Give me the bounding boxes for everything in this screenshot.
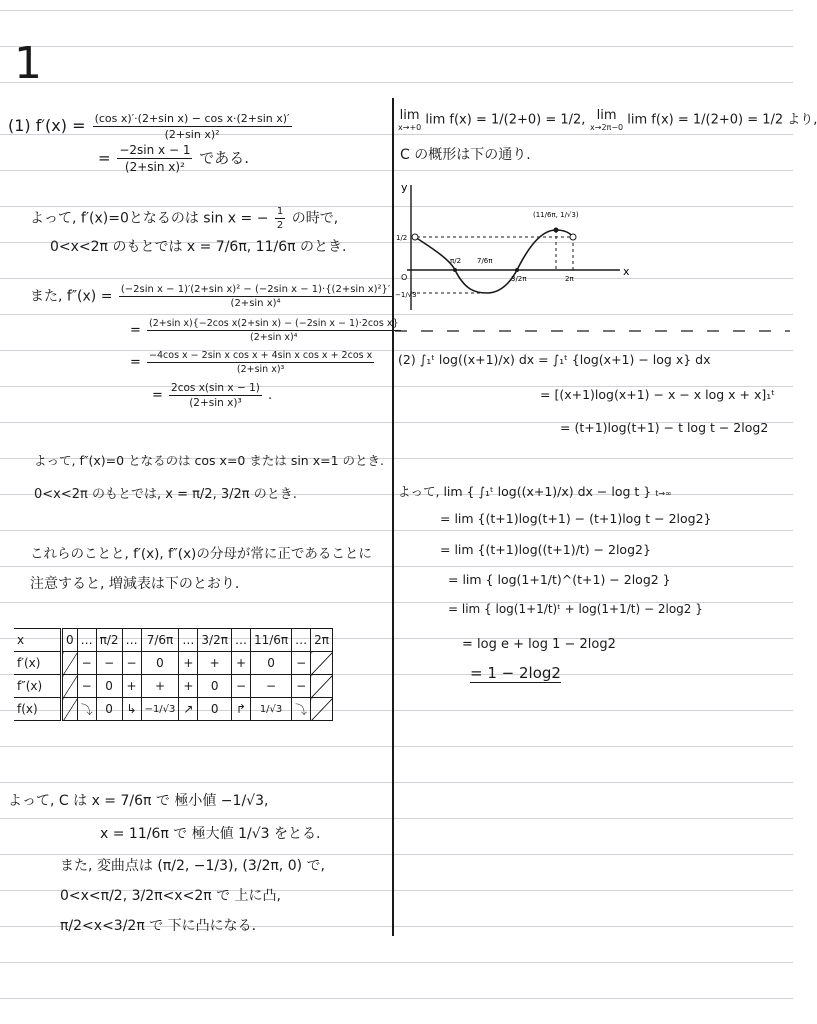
origin-label: O bbox=[401, 273, 408, 282]
half-den: 2 bbox=[276, 220, 284, 231]
f2c-den: (2+sin x)³ bbox=[189, 397, 242, 409]
inflection-point-2 bbox=[515, 268, 519, 272]
table-cell: 0 bbox=[96, 698, 122, 721]
fprime-numerator: (cos x)′·(2+sin x) − cos x·(2+sin x)′ bbox=[94, 112, 290, 125]
table-row-fprime bbox=[14, 652, 333, 675]
x-3-label: 3/2π bbox=[511, 275, 527, 283]
q2-line-5: = lim {(t+1)log(t+1) − (t+1)log t − 2log2} bbox=[440, 511, 712, 526]
table-header-cell: 0 bbox=[62, 629, 78, 652]
table-header-cell: … bbox=[77, 629, 96, 652]
f2-numerator: (−2sin x − 1)′(2+sin x)² − (−2sin x − 1)·{(2+sin x)²}′ bbox=[120, 284, 391, 295]
table-header-cell: π/2 bbox=[96, 629, 122, 652]
fprime-lhs: f′(x) = bbox=[35, 116, 86, 135]
f2-fraction bbox=[119, 284, 392, 309]
critical-text: よって, f′(x)=0となるのは sin x = − bbox=[30, 210, 269, 227]
conclusion-line-3: また, 変曲点は (π/2, −1/3), (3/2π, 0) で, bbox=[60, 858, 325, 874]
note-line-2: 注意すると, 増減表は下のとおり. bbox=[30, 576, 240, 592]
table-cell: ↳ bbox=[122, 698, 141, 721]
fprime2-numerator: −2sin x − 1 bbox=[119, 143, 191, 157]
table-header-cell: x bbox=[14, 629, 62, 652]
y-half-label: 1/2 bbox=[396, 234, 408, 242]
q1-number: (1) bbox=[8, 116, 31, 135]
f2-denominator: (2+sin x)⁴ bbox=[230, 298, 281, 309]
table-cell bbox=[62, 652, 78, 675]
q2-limit-start: よって, lim { ∫₁ᵗ log((x+1)/x) dx − log t } bbox=[398, 484, 652, 499]
fprime-simplified bbox=[98, 143, 249, 174]
table-cell: 0 bbox=[198, 675, 232, 698]
table-cell: − bbox=[77, 652, 96, 675]
table-header-row bbox=[14, 629, 333, 652]
table-row-f bbox=[14, 698, 333, 721]
q2-final-answer: = 1 − 2log2 bbox=[470, 664, 561, 682]
lim1-subscript: x→+0 bbox=[398, 123, 422, 132]
table-cell: −1/√3 bbox=[141, 698, 179, 721]
table-cell bbox=[311, 698, 333, 721]
conclusion-line-2: x = 11/6π で 極大値 1/√3 をとる. bbox=[100, 826, 321, 842]
second-derivative-line bbox=[30, 284, 394, 309]
table-cell: 0 bbox=[141, 652, 179, 675]
inflection-line-1: よって, f″(x)=0 となるのは cos x=0 または sin x=1 のとき. bbox=[34, 453, 384, 468]
q2-line-1 bbox=[398, 352, 710, 367]
y-label: y bbox=[401, 181, 408, 194]
fprime-denominator: (2+sin x)² bbox=[164, 128, 220, 141]
table-cell bbox=[311, 652, 333, 675]
table-cell: − bbox=[292, 675, 311, 698]
dearu-text: である. bbox=[199, 149, 250, 167]
q2-integral: ∫₁ᵗ log((x+1)/x) dx = ∫₁ᵗ {log(x+1) − log x} dx bbox=[419, 352, 711, 367]
lim2-subscript: x→2π−0 bbox=[590, 123, 624, 132]
table-cell bbox=[311, 675, 333, 698]
limit-1: lim f(x) = 1/(2+0) = 1/2, bbox=[425, 112, 586, 128]
f2a-den: (2+sin x)⁴ bbox=[250, 332, 298, 343]
f2b-num: −4cos x − 2sin x cos x + 4sin x cos x + 2cos x bbox=[149, 350, 373, 361]
equals: = bbox=[98, 149, 111, 167]
q2-line-7: = lim { log(1+1/t)^(t+1) − 2log2 } bbox=[448, 572, 671, 587]
table-cell: ⤵ bbox=[292, 698, 311, 721]
q2-line-6: = lim {(t+1)log((t+1)/t) − 2log2} bbox=[440, 542, 651, 557]
limit-line: lim x→+0 lim f(x) = 1/(2+0) = 1/2, bbox=[398, 108, 586, 132]
q2-line-8: = lim { log(1+1/t)ᵗ + log(1+1/t) − 2log2 } bbox=[448, 602, 703, 616]
table-cell: − bbox=[231, 675, 250, 698]
table-cell: 0 bbox=[250, 652, 291, 675]
q2-line-3: = (t+1)log(t+1) − t log t − 2log2 bbox=[560, 420, 769, 435]
f2-step-b: = $\frac{\text{−4cos x − 2sin x cos x + 4sin x cos x + 2cos x}}{\text{(2+sin x)³}}$ bbox=[130, 350, 373, 375]
table-cell: ↗ bbox=[179, 698, 198, 721]
half-fraction bbox=[275, 206, 285, 231]
f2-step-a: = $\frac{\text{(2+sin x)\{−2cos x(2+sin x) − (−2sin x − 1)·2cos x\}}}{\text{(2+sin x)⁴}}$ bbox=[130, 318, 399, 343]
table-cell: + bbox=[179, 652, 198, 675]
conclusion-line-5: π/2<x<3/2π で 下に凸になる. bbox=[60, 918, 257, 934]
limit-line-2: lim x→2π−0 lim f(x) = 1/(2+0) = 1/2 より, bbox=[590, 108, 817, 132]
table-header-cell: 7/6π bbox=[141, 629, 179, 652]
table-header-cell: … bbox=[122, 629, 141, 652]
fprime-fraction bbox=[93, 112, 292, 141]
table-row-fdoubleprime bbox=[14, 675, 333, 698]
critical-line-2: 0<x<2π のもとでは x = 7/6π, 11/6π のとき. bbox=[50, 239, 347, 255]
table-cell: 1/√3 bbox=[250, 698, 291, 721]
y-neg-label: −1/√3 bbox=[395, 291, 417, 299]
open-point-start bbox=[412, 234, 418, 240]
table-cell: + bbox=[141, 675, 179, 698]
table-cell: ↱ bbox=[231, 698, 250, 721]
table-header-cell: … bbox=[231, 629, 250, 652]
separator-dashes bbox=[395, 325, 790, 337]
table-header-cell: … bbox=[292, 629, 311, 652]
critical-tail: の時で, bbox=[291, 210, 339, 227]
q2-line-2: = [(x+1)log(x+1) − x − x log x + x]₁ᵗ bbox=[540, 387, 775, 402]
column-divider bbox=[392, 98, 394, 936]
critical-line-1 bbox=[30, 206, 338, 231]
function-graph bbox=[395, 175, 635, 315]
fprime2-denominator: (2+sin x)² bbox=[124, 160, 185, 174]
f2-step-c: = $\frac{\text{2cos x(sin x − 1)}}{\text{(2+sin x)³}}$ . bbox=[152, 382, 273, 409]
q2-line-4 bbox=[398, 482, 672, 500]
table-header-cell: … bbox=[179, 629, 198, 652]
q2-label: (2) bbox=[398, 352, 416, 367]
q2-line-9: = log e + log 1 − 2log2 bbox=[462, 637, 616, 652]
table-cell: + bbox=[122, 675, 141, 698]
q1-label bbox=[8, 112, 294, 141]
table-cell: − bbox=[292, 652, 311, 675]
max-point bbox=[554, 228, 559, 233]
table-cell bbox=[62, 675, 78, 698]
table-cell: 0 bbox=[198, 698, 232, 721]
increase-decrease-table-wrap bbox=[14, 628, 333, 721]
table-header-cell: 3/2π bbox=[198, 629, 232, 652]
x-7-label: 7/6π bbox=[477, 257, 493, 265]
x-pi2-label: π/2 bbox=[450, 257, 462, 265]
x-2pi-label: 2π bbox=[565, 275, 574, 283]
open-point-end bbox=[570, 234, 576, 240]
graph-caption: C の概形は下の通り. bbox=[400, 147, 531, 163]
table-cell: + bbox=[231, 652, 250, 675]
mata-text: また, f″(x) = bbox=[30, 288, 113, 305]
fprime2-fraction bbox=[117, 143, 192, 174]
f2a-num: (2+sin x){−2cos x(2+sin x) − (−2sin x − 1)·2cos x} bbox=[149, 318, 399, 329]
f2b-den: (2+sin x)³ bbox=[236, 364, 285, 375]
q2-answer bbox=[470, 664, 561, 682]
x-label: x bbox=[623, 265, 630, 278]
table-cell: 0 bbox=[96, 675, 122, 698]
max-point-label: (11/6π, 1/√3) bbox=[533, 211, 579, 219]
table-header-cell: 11/6π bbox=[250, 629, 291, 652]
table-header-cell: 2π bbox=[311, 629, 333, 652]
conclusion-line-1: よって, C は x = 7/6π で 極小値 −1/√3, bbox=[8, 793, 269, 809]
table-cell: + bbox=[179, 675, 198, 698]
half-num: 1 bbox=[276, 206, 284, 217]
inflection-line-2: 0<x<2π のもとでは, x = π/2, 3/2π のとき. bbox=[34, 487, 297, 502]
table-row-label: f″(x) bbox=[14, 675, 62, 698]
table-cell: ⤵ bbox=[77, 698, 96, 721]
table-cell: − bbox=[122, 652, 141, 675]
conclusion-line-4: 0<x<π/2, 3/2π<x<2π で 上に凸, bbox=[60, 888, 281, 904]
table-cell bbox=[62, 698, 78, 721]
increase-decrease-table bbox=[14, 628, 333, 721]
curve-c bbox=[415, 230, 573, 293]
table-cell: − bbox=[250, 675, 291, 698]
inflection-point-1 bbox=[453, 268, 457, 272]
table-cell: + bbox=[198, 652, 232, 675]
table-row-label: f(x) bbox=[14, 698, 62, 721]
table-cell: − bbox=[96, 652, 122, 675]
f2c-num: 2cos x(sin x − 1) bbox=[171, 382, 260, 394]
page-number: 1 bbox=[14, 38, 42, 89]
lim-subscript: t→∞ bbox=[655, 489, 672, 498]
table-cell: − bbox=[77, 675, 96, 698]
limit-2: lim f(x) = 1/(2+0) = 1/2 より, bbox=[627, 112, 817, 128]
note-line-1: これらのことと, f′(x), f″(x)の分母が常に正であることに bbox=[30, 546, 372, 562]
table-row-label: f′(x) bbox=[14, 652, 62, 675]
